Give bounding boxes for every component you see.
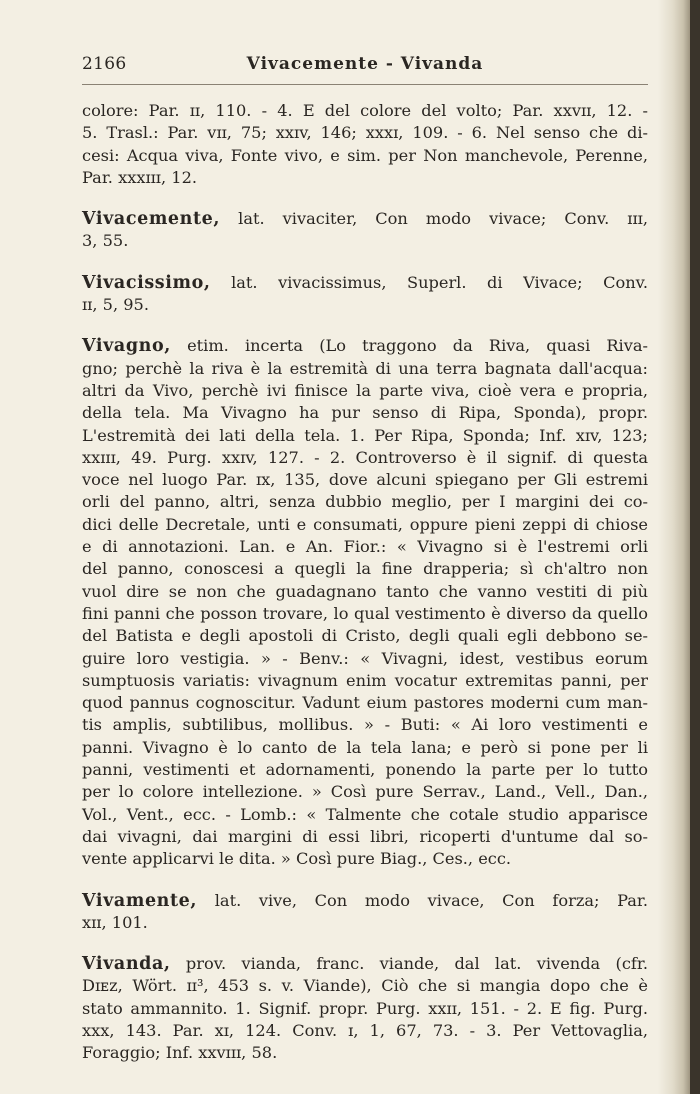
text-line: xɪɪ, 101.: [82, 912, 148, 932]
continued-entry: [82, 100, 648, 189]
entry-vivanda: [82, 953, 648, 1064]
text-line: Dɪᴇᴢ, Wört. ɪɪ³, 453 s. v. Viande), Ciò che si mangia dopo che è: [82, 976, 648, 996]
text-line: vuol dire se non che guadagnano tanto che vanno vestiti di più: [82, 581, 648, 601]
headword: Vivamente,: [82, 890, 198, 911]
header-rule: [82, 84, 648, 85]
headword: Vivacemente,: [82, 209, 221, 230]
text-line: xxx, 143. Par. xɪ, 124. Conv. ɪ, 1, 67, 73. - 3. Per Vettovaglia,: [82, 1020, 648, 1040]
entry-vivagno: [82, 335, 648, 870]
text-line: etim. incerta (Lo traggono da Riva, quasi Riva-: [170, 336, 648, 356]
text-line: lat. vive, Con modo vivace, Con forza; Par.: [197, 890, 648, 910]
text-line: tis amplis, subtilibus, mollibus. » - Buti: « Ai loro vestimenti e: [82, 715, 648, 735]
text-line: voce nel luogo Par. ɪx, 135, dove alcuni spiegano per Gli estremi: [82, 470, 648, 490]
text-line: lat. vivaciter, Con modo vivace; Conv. ɪɪɪ,: [220, 209, 648, 229]
text-line: vente applicarvi le dita. » Così pure Biag., Ces., ecc.: [82, 849, 512, 869]
text-line: dici delle Decretale, unti e consumati, oppure pieni zeppi di chiose: [82, 514, 648, 534]
text-line: guire loro vestigia. » - Benv.: « Vivagni, idest, vestibus eorum: [82, 648, 648, 668]
text-line: stato ammannito. 1. Signif. propr. Purg. xxɪɪ, 151. - 2. E fig. Purg.: [82, 998, 648, 1018]
text-line: prov. vianda, franc. viande, dal lat. vivenda (cfr.: [170, 954, 648, 974]
text-line: Par. xxxɪɪɪ, 12.: [82, 167, 198, 187]
dictionary-content: [82, 100, 648, 1084]
text-line: 3, 55.: [82, 231, 129, 251]
text-line: sumptuosis variatis: vivagnum enim vocatur extremitas panni, per: [82, 670, 648, 690]
text-line: lat. vivacissimus, Superl. di Vivace; Conv.: [210, 272, 648, 292]
text-line: xxɪɪɪ, 49. Purg. xxɪv, 127. - 2. Controverso è il signif. di questa: [82, 447, 648, 467]
entry-vivacemente: [82, 208, 648, 253]
text-line: panni. Vivagno è lo canto de la tela lana; e però si pone per li: [82, 737, 648, 757]
text-line: della tela. Ma Vivagno ha pur senso di Ripa, Sponda), propr.: [82, 403, 648, 423]
text-line: del panno, conoscesi a quegli la fine drapperia; sì ch'altro non: [82, 559, 648, 579]
text-line: e di annotazioni. Lan. e An. Fior.: « Vivagno si è l'estremi orli: [82, 537, 648, 557]
text-line: quod pannus cognoscitur. Vadunt eium pastores moderni cum man-: [82, 693, 648, 713]
text-line: dai vivagni, dai margini di essi libri, ricoperti d'untume dal so-: [82, 826, 648, 846]
page-header: [82, 54, 648, 84]
text-line: colore: Par. ɪɪ, 110. - 4. E del colore del volto; Par. xxvɪɪ, 12. -: [82, 101, 648, 120]
text-line: altri da Vivo, perchè ivi finisce la parte viva, cioè vera e propria,: [82, 380, 648, 400]
entry-vivacissimo: [82, 272, 648, 317]
headword: Vivagno,: [82, 336, 171, 357]
text-line: 5. Trasl.: Par. vɪɪ, 75; xxɪv, 146; xxxɪ, 109. - 6. Nel senso che di-: [82, 123, 648, 143]
page-number: 2166: [82, 54, 127, 74]
text-line: Vol., Vent., ecc. - Lomb.: « Talmente che cotale studio apparisce: [82, 804, 648, 824]
text-line: orli del panno, altri, senza dubbio meglio, per I margini dei co-: [82, 492, 648, 512]
running-head: Vivacemente - Vivanda: [246, 54, 484, 74]
text-line: per lo colore intellezione. » Così pure Serrav., Land., Vell., Dan.,: [82, 782, 648, 802]
headword: Vivanda,: [82, 954, 171, 975]
page-shadow: [690, 0, 700, 1094]
text-line: gno; perchè la riva è la estremità di una terra bagnata dall'acqua:: [82, 358, 648, 378]
text-line: panni, vestimenti et adornamenti, ponendo la parte per lo tutto: [82, 760, 648, 780]
text-line: Foraggio; Inf. xxvɪɪɪ, 58.: [82, 1043, 278, 1063]
entry-vivamente: [82, 890, 648, 935]
text-line: fini panni che posson trovare, lo qual vestimento è diverso da quello: [82, 603, 648, 623]
headword: Vivacissimo,: [82, 272, 211, 293]
text-line: ɪɪ, 5, 95.: [82, 295, 149, 315]
text-line: cesi: Acqua viva, Fonte vivo, e sim. per Non manchevole, Perenne,: [82, 145, 648, 165]
text-line: L'estremità dei lati della tela. 1. Per Ripa, Sponda; Inf. xɪv, 123;: [82, 425, 648, 445]
text-line: del Batista e degli apostoli di Cristo, degli quali egli debbono se-: [82, 626, 648, 646]
